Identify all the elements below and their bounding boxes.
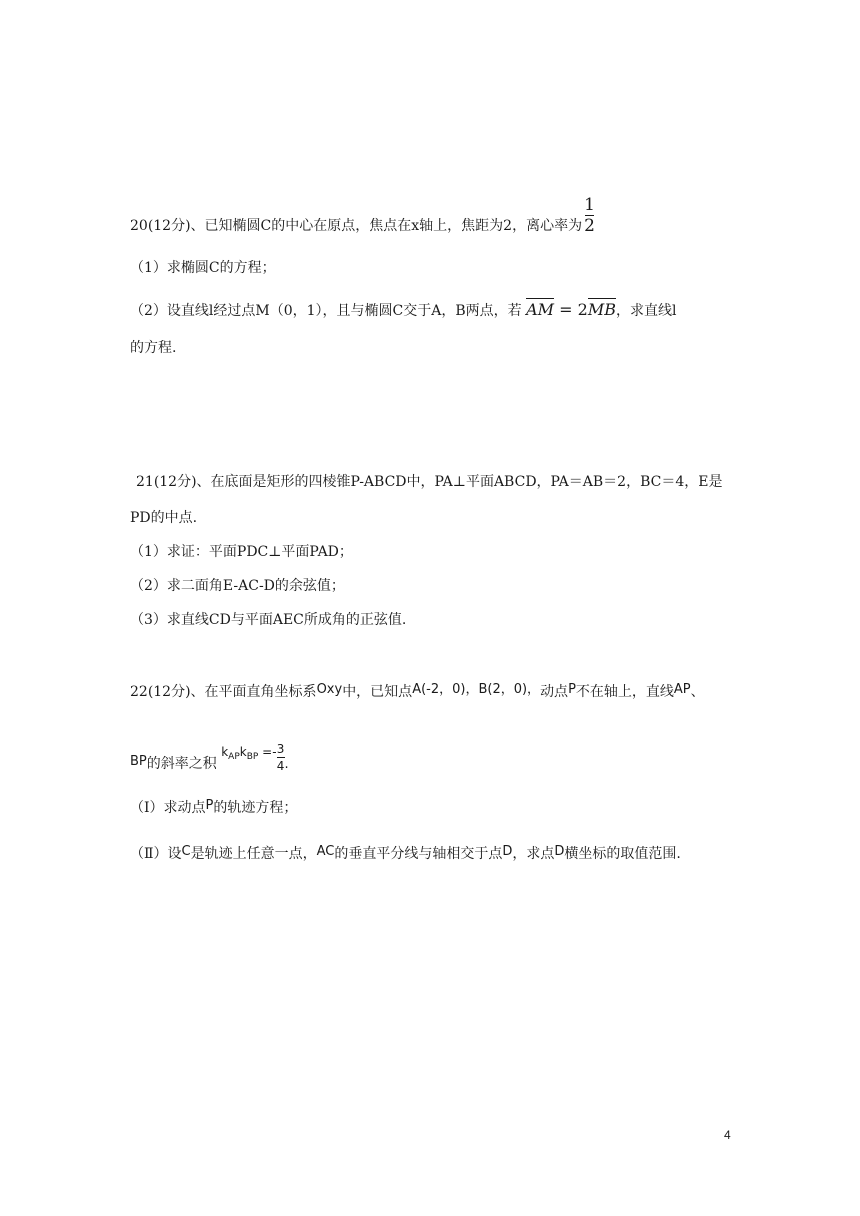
q21-intro: 21(12分)、在底面是矩形的四棱锥P-ABCD中，PA⊥平面ABCD，PA＝AB＝2，BC＝4，E是 (136, 474, 723, 490)
fraction-numerator: 3 (276, 741, 285, 756)
vector-am: AM (526, 300, 555, 319)
q22-point-p: P (205, 798, 214, 813)
q22-segment-ac: AC (316, 844, 335, 859)
q22-text: 的斜率之积 (146, 756, 217, 772)
q21-part2: （2）求二面角E-AC-D的余弦值； (130, 578, 345, 594)
q22-text: 的垂直平分线与轴相交于点 (334, 846, 503, 862)
q20-part1: （1）求椭圆C的方程； (130, 260, 276, 276)
q22-fraction (277, 741, 285, 774)
q22-text: 22(12分)、在平面直角坐标系 (130, 684, 317, 700)
q20-part2 (130, 300, 676, 321)
slope-product (221, 742, 276, 767)
q22-coord-system: Oxy (316, 682, 343, 697)
q22-line-bp: BP (130, 754, 147, 769)
q22-text: 中，已知点 (342, 684, 413, 700)
equals-minus: =- (258, 745, 277, 759)
vector-mb: MB (587, 300, 616, 319)
vector-am-eq-2mb (526, 300, 616, 320)
q22-point-d: D (502, 844, 513, 859)
q22-points: A(‐2，0)，B(2，0)， (412, 682, 541, 697)
k-subscript: AP (228, 752, 240, 762)
q22-text: ，求点 (512, 846, 555, 862)
q22-line2 (130, 742, 289, 775)
q22-text: （Ⅱ）设 (130, 846, 182, 862)
q22-line1 (130, 680, 705, 702)
q22-text: 横坐标的取值范围. (564, 846, 681, 862)
q21-part1: （1）求证：平面PDC⊥平面PAD； (130, 544, 353, 560)
q21-intro-cont: PD的中点. (130, 510, 198, 526)
k-symbol: k (239, 745, 247, 759)
q22-point-d: D (554, 844, 565, 859)
q22-point-c: C (181, 844, 191, 859)
vector-equals: = 2 (554, 300, 588, 319)
q22-text: （Ⅰ）求动点 (130, 800, 206, 816)
q22-part1 (130, 796, 297, 818)
q22-text: 不在轴上，直线 (575, 684, 674, 700)
q22-text: 动点 (540, 684, 569, 700)
q22-point-p: P (568, 682, 576, 697)
q22-text: 的轨迹方程； (213, 800, 298, 816)
q22-part2 (130, 842, 681, 864)
q20-fraction (584, 195, 595, 236)
q20-part2-tail: ，求直线l (615, 303, 677, 319)
q20-intro: 20(12分)、已知椭圆C的中心在原点，焦点在x轴上，焦距为2，离心率为 (130, 218, 583, 234)
period: . (284, 757, 289, 772)
fraction-denominator: 2 (584, 215, 595, 236)
q22-text: 、 (690, 684, 705, 700)
k-symbol: k (221, 745, 229, 759)
q20-part2-cont: 的方程. (130, 340, 177, 356)
k-subscript: BP (246, 752, 259, 762)
q21-part3: （3）求直线CD与平面AEC所成角的正弦值. (130, 612, 407, 628)
fraction-denominator: 4 (276, 758, 285, 773)
q20-line1 (130, 194, 595, 236)
q22-line-ap: AP (673, 682, 691, 697)
q22-text: 是轨迹上任意一点， (190, 846, 317, 862)
fraction-numerator: 1 (584, 194, 595, 215)
q20-part2-text: （2）设直线l经过点M（0，1），且与椭圆C交于A，B两点，若 (130, 303, 522, 319)
page-number: 4 (724, 1128, 731, 1142)
